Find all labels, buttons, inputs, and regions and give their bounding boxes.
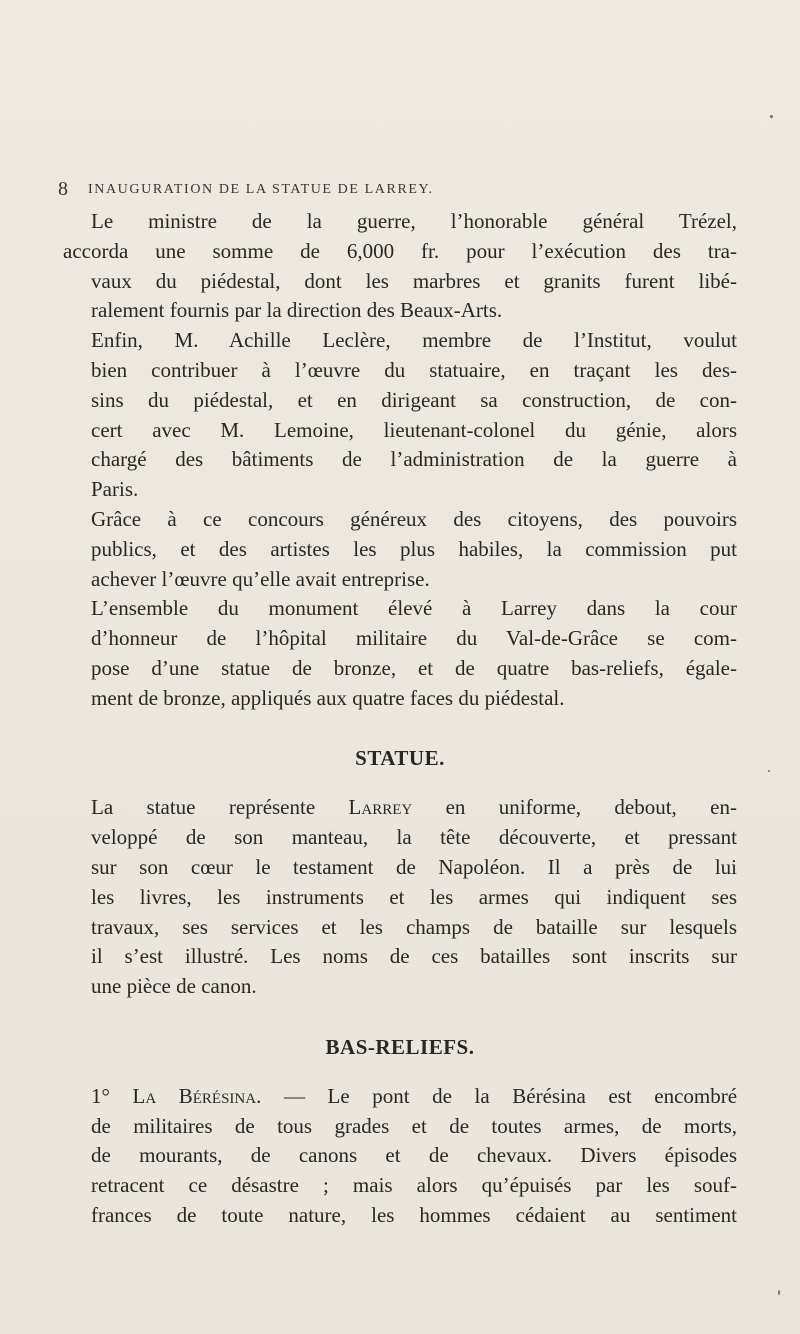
- paragraph-statue: [63, 793, 737, 1002]
- text-line: [63, 1082, 737, 1112]
- section-heading-statue: STATUE.: [355, 745, 445, 770]
- text-line: achever l’œuvre qu’elle avait entreprise.: [91, 566, 430, 591]
- text-line: retracent ce désastre ; mais alors qu’épuisés par les souf-: [91, 1173, 737, 1198]
- text-line: veloppé de son manteau, la tête découverte, et pressant: [91, 825, 737, 850]
- paragraph-grace: [63, 505, 737, 594]
- text-line: de mourants, de canons et de chevaux. Divers épisodes: [91, 1143, 737, 1168]
- text-fragment: — Le pont de la Bérésina est encombré: [283, 1083, 738, 1108]
- text-line: frances de toute nature, les hommes cédaient au sentiment: [91, 1202, 737, 1227]
- text-line: sur son cœur le testament de Napoléon. Il a près de lui: [91, 854, 737, 879]
- paragraph-leclere: [63, 326, 737, 505]
- text-line: Enfin, M. Achille Leclère, membre de l’Institut, voulut: [91, 328, 737, 353]
- text-line: ment de bronze, appliqués aux quatre faces du piédestal.: [91, 685, 565, 710]
- relief-title: La Bérésina.: [132, 1083, 262, 1108]
- text-line: Grâce à ce concours généreux des citoyens, des pouvoirs: [91, 506, 737, 531]
- text-line: d’honneur de l’hôpital militaire du Val-de-Grâce se com-: [91, 626, 737, 651]
- page-number: 8: [58, 178, 68, 200]
- text-line: ralement fournis par la direction des Beaux-Arts.: [91, 298, 503, 323]
- text-line: accorda une somme de 6,000 fr. pour l’exécution des tra-: [63, 238, 737, 263]
- text-line: il s’est illustré. Les noms de ces batailles sont inscrits sur: [91, 944, 737, 969]
- text-fragment: en uniforme, debout, en-: [445, 795, 737, 820]
- body-text: [63, 207, 737, 1231]
- paper-speck: [770, 115, 773, 118]
- item-number: 1°: [91, 1083, 110, 1108]
- text-line: L’ensemble du monument élevé à Larrey dans la cour: [91, 596, 737, 621]
- name-larrey: Larrey: [348, 795, 413, 820]
- text-line: publics, et des artistes les plus habiles, la commission put: [91, 536, 737, 561]
- text-line: travaux, ses services et les champs de bataille sur lesquels: [91, 914, 737, 939]
- text-line: vaux du piédestal, dont les marbres et granits furent libé-: [91, 268, 737, 293]
- paragraph-minister: [63, 207, 737, 326]
- text-line: les livres, les instruments et les armes qui indiquent ses: [91, 884, 737, 909]
- section-heading-bas-reliefs: BAS-RELIEFS.: [325, 1034, 475, 1059]
- paragraph-ensemble: [63, 594, 737, 713]
- running-title: INAUGURATION DE LA STATUE DE LARREY.: [88, 182, 434, 197]
- text-line: une pièce de canon.: [91, 974, 257, 999]
- paragraph-beresina: [63, 1082, 737, 1231]
- text-line: sins du piédestal, et en dirigeant sa construction, de con-: [91, 387, 737, 412]
- text-line: Paris.: [91, 477, 139, 502]
- paper-speck: [778, 1290, 780, 1295]
- text-line: de militaires de tous grades et de toutes armes, de morts,: [91, 1113, 737, 1138]
- text-line: cert avec M. Lemoine, lieutenant-colonel du génie, alors: [91, 417, 737, 442]
- text-fragment: La statue représente: [91, 795, 316, 820]
- paper-speck: [768, 770, 770, 772]
- text-line: pose d’une statue de bronze, et de quatre bas-reliefs, égale-: [91, 655, 737, 680]
- text-line: Le ministre de la guerre, l’honorable général Trézel,: [91, 209, 737, 233]
- text-line: [63, 793, 737, 823]
- text-line: chargé des bâtiments de l’administration de la guerre à: [91, 447, 737, 472]
- text-line: bien contribuer à l’œuvre du statuaire, en traçant les des-: [91, 357, 737, 382]
